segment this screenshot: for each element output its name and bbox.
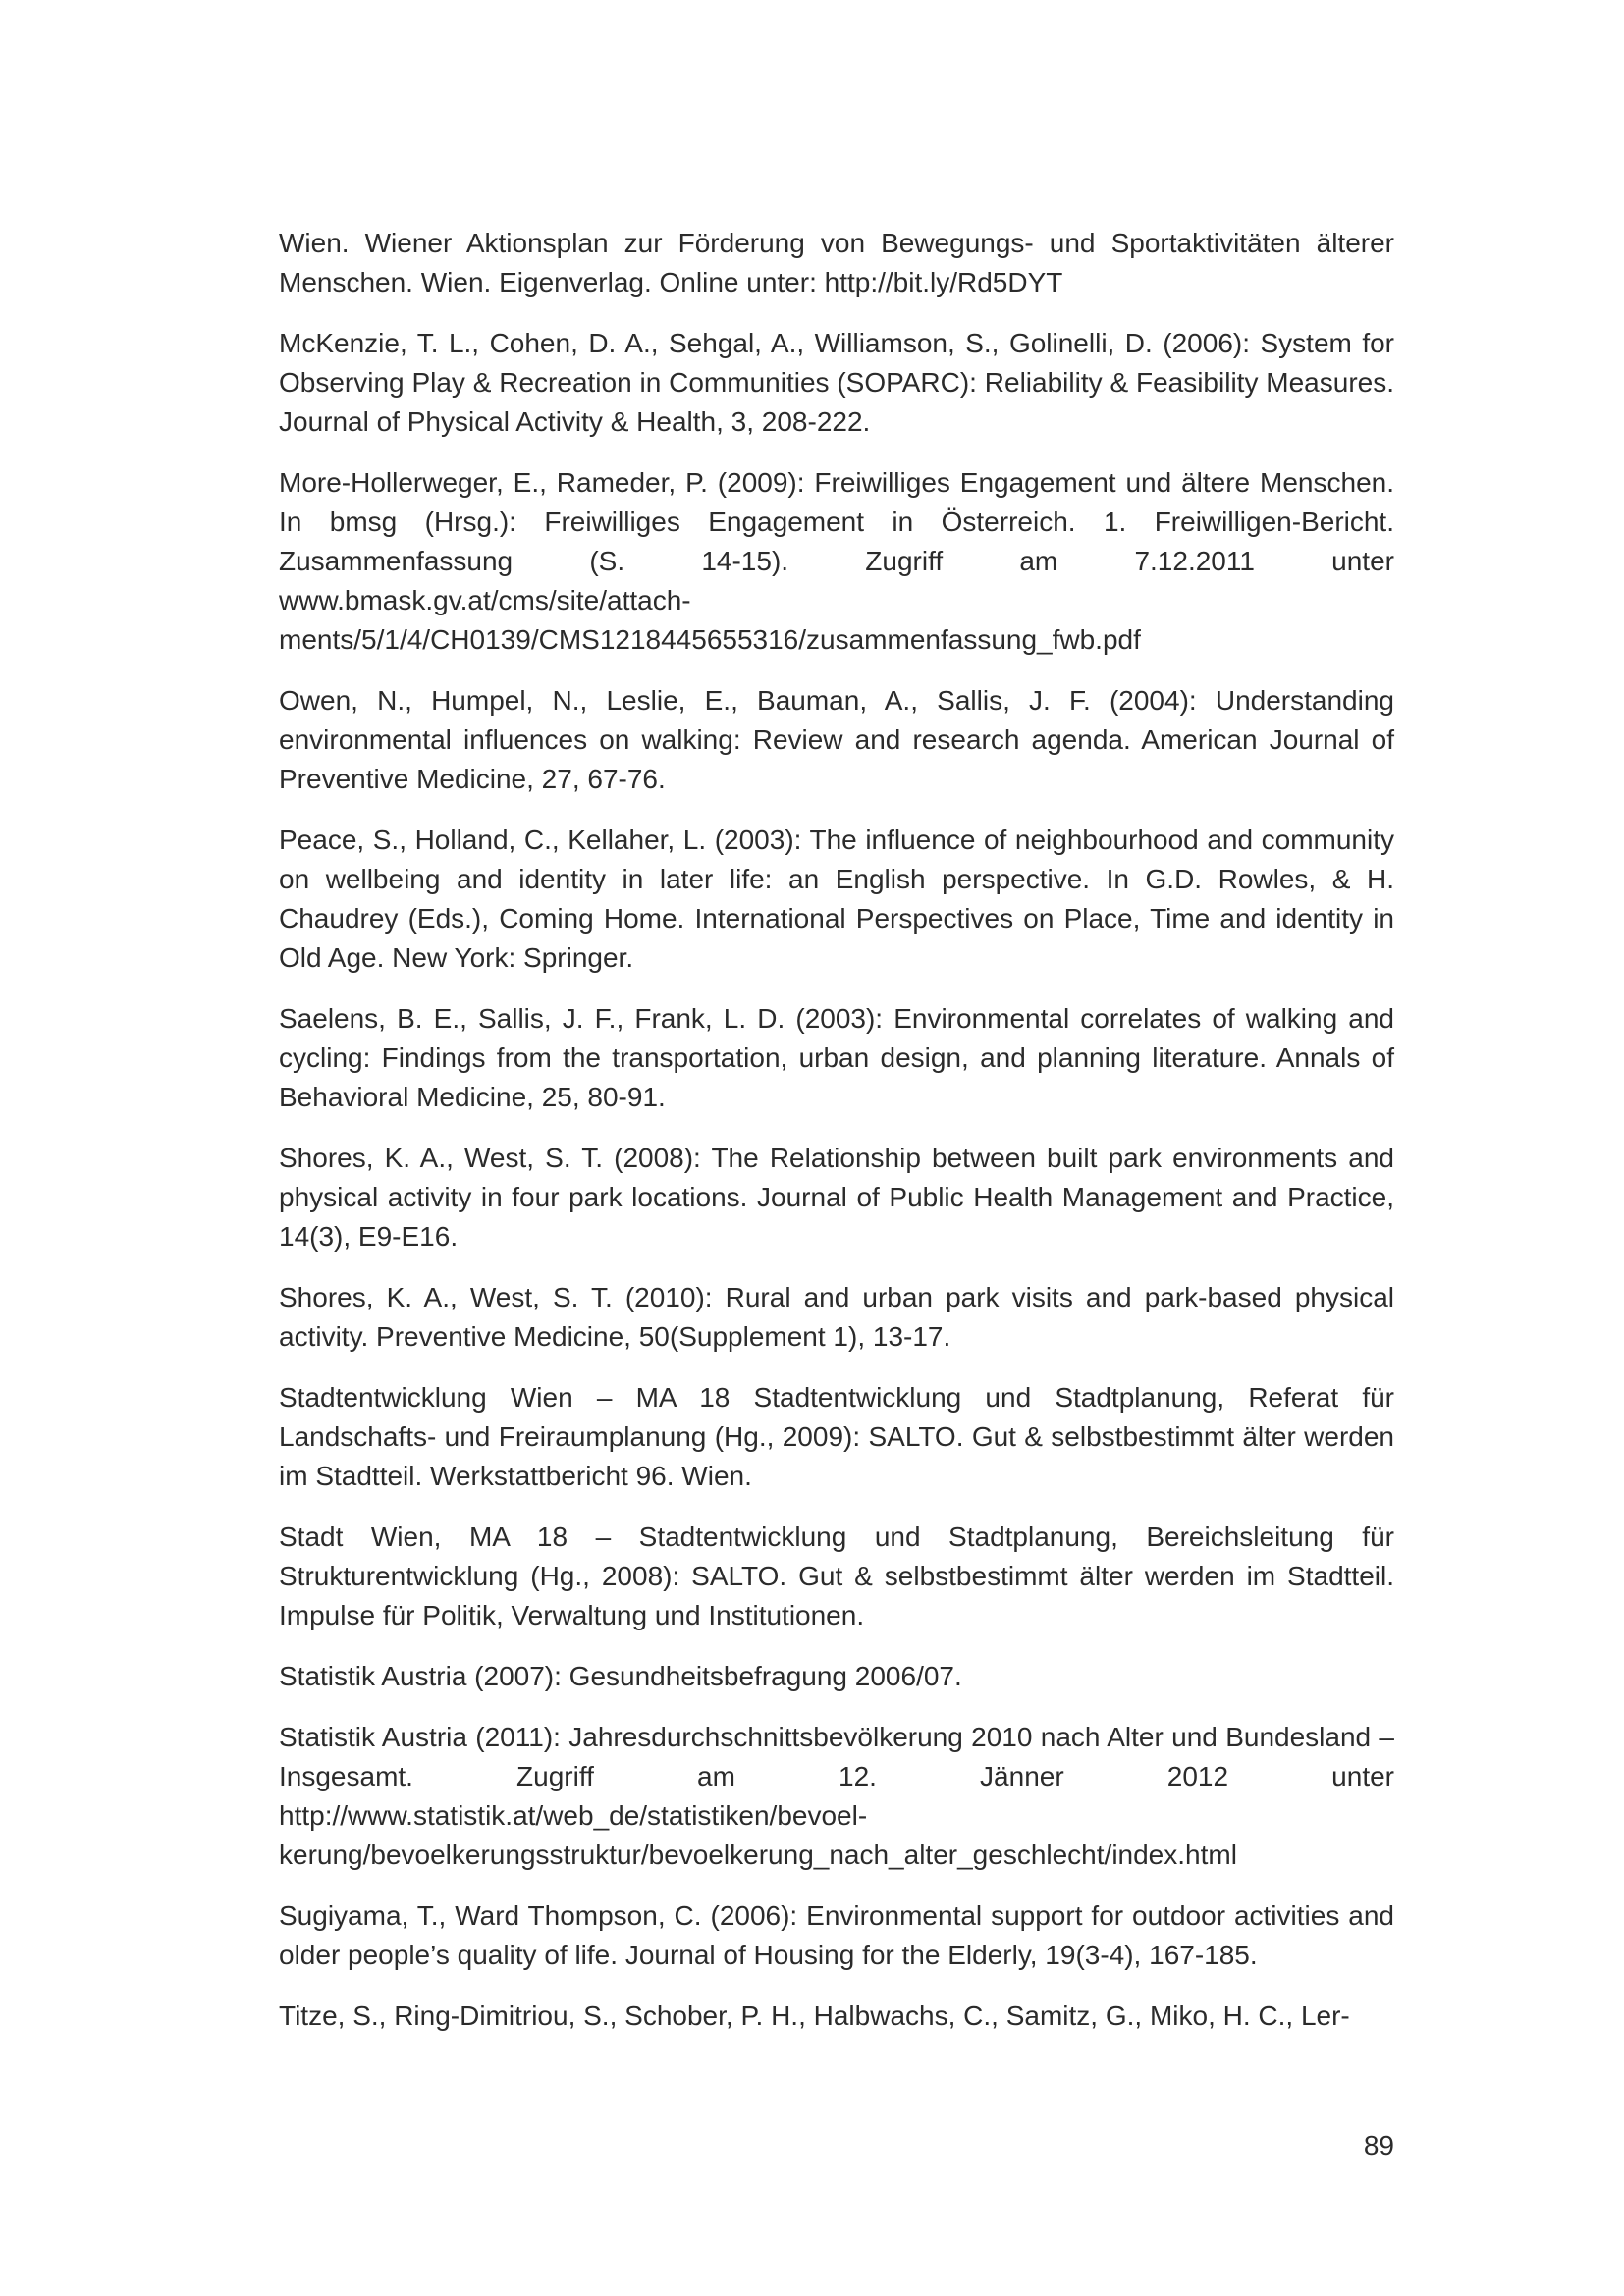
reference-entry: Shores, K. A., West, S. T. (2010): Rural and urban park visits and park-based physical activity. Preventive Medicine, 50(Supplement 1), 13-17.: [279, 1282, 1394, 1352]
page-number: 89: [1363, 2130, 1394, 2161]
reference-entry: Wien. Wiener Aktionsplan zur Förderung von Bewegungs- und Sportaktivitäten älterer Menschen. Wien. Eigenverlag. Online unter: http://bit.ly/Rd5DYT: [279, 228, 1394, 297]
reference-entry: Statistik Austria (2007): Gesundheitsbefragung 2006/07.: [279, 1661, 962, 1691]
reference-entry: Titze, S., Ring-Dimitriou, S., Schober, P. H., Halbwachs, C., Samitz, G., Miko, H. C., Ler-: [279, 2001, 1350, 2031]
reference-entry: McKenzie, T. L., Cohen, D. A., Sehgal, A., Williamson, S., Golinelli, D. (2006): System for Observing Play & Recreation in Communities (SOPARC): Reliability & Feasibility Measures. Journal of Physical Activity & Health, 3, 208-222.: [279, 328, 1394, 437]
reference-entry: Sugiyama, T., Ward Thompson, C. (2006): Environmental support for outdoor activities and older people’s quality of life. Journal of Housing for the Elderly, 19(3-4), 167-185.: [279, 1900, 1394, 1970]
reference-entry: Stadtentwicklung Wien – MA 18 Stadtentwicklung und Stadtplanung, Referat für Landschafts- und Freiraumplanung (Hg., 2009): SALTO. Gut & selbstbestimmt älter werden im Stadtteil. Werkstattbericht 96. Wien.: [279, 1382, 1394, 1491]
reference-entry: More-Hollerweger, E., Rameder, P. (2009): Freiwilliges Engagement und ältere Menschen. In bmsg (Hrsg.): Freiwilliges Engagement in Österreich. 1. Freiwilligen-Bericht. Zusammenfassung (S. 14-15). Zugriff am 7.12.2011 unter www.bmask.gv.at/cms/site/attach-ments/5/1/4/CH0139/CMS1218445655316/zusammenfassung_fwb.pdf: [279, 467, 1394, 655]
reference-list: [279, 224, 1394, 2057]
reference-entry: Peace, S., Holland, C., Kellaher, L. (2003): The influence of neighbourhood and community on wellbeing and identity in later life: an English perspective. In G.D. Rowles, & H. Chaudrey (Eds.), Coming Home. International Perspectives on Place, Time and identity in Old Age. New York: Springer.: [279, 825, 1394, 973]
reference-entry: Statistik Austria (2011): Jahresdurchschnittsbevölkerung 2010 nach Alter und Bundesland – Insgesamt. Zugriff am 12. Jänner 2012 unter http://www.statistik.at/web_de/statistiken/bevoel-kerung/bevoelkerungsstruktur/bevoelkerung_nach_alter_geschlecht/index.html: [279, 1722, 1394, 1870]
reference-entry: Stadt Wien, MA 18 – Stadtentwicklung und Stadtplanung, Bereichsleitung für Strukturentwicklung (Hg., 2008): SALTO. Gut & selbstbestimmt älter werden im Stadtteil. Impulse für Politik, Verwaltung und Institutionen.: [279, 1522, 1394, 1630]
reference-entry: Owen, N., Humpel, N., Leslie, E., Bauman, A., Sallis, J. F. (2004): Understanding environmental influences on walking: Review and research agenda. American Journal of Preventive Medicine, 27, 67-76.: [279, 685, 1394, 794]
reference-entry: Saelens, B. E., Sallis, J. F., Frank, L. D. (2003): Environmental correlates of walking and cycling: Findings from the transportation, urban design, and planning literature. Annals of Behavioral Medicine, 25, 80-91.: [279, 1003, 1394, 1112]
reference-entry: Shores, K. A., West, S. T. (2008): The Relationship between built park environments and physical activity in four park locations. Journal of Public Health Management and Practice, 14(3), E9-E16.: [279, 1143, 1394, 1252]
